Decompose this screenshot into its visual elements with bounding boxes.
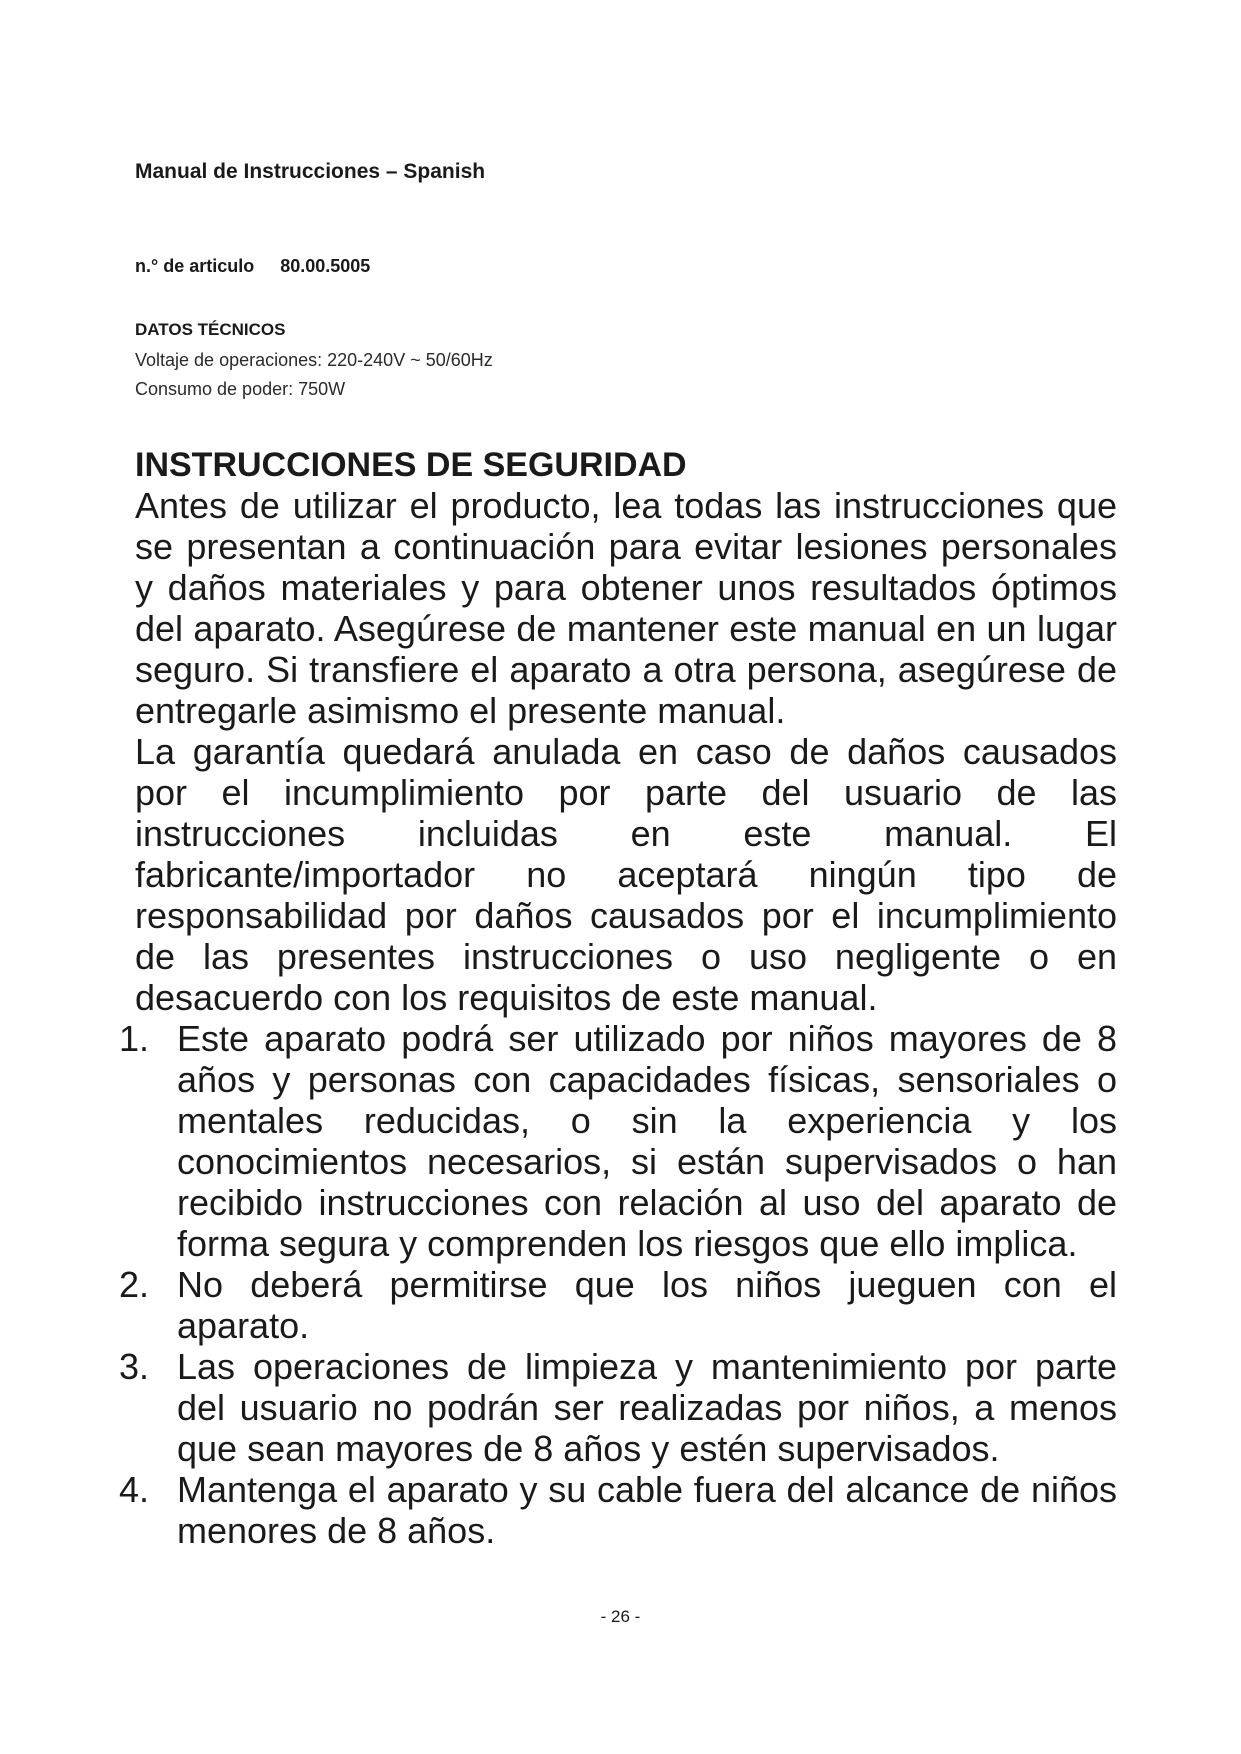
article-number: 80.00.5005 [280,256,371,276]
list-item-text: Mantenga el aparato y su cable fuera del alcance de niños menores de 8 años. [177,1469,1117,1551]
page-number: - 26 - [600,1607,641,1626]
voltage-spec: Voltaje de operaciones: 220-240V ~ 50/60Hz [135,350,493,370]
list-item-number: 3. [119,1346,150,1387]
warranty-paragraph: La garantía quedará anulada en caso de daños causados por el incumplimiento por parte del usuario de las instrucciones incluidas en este manual. El fabricante/importador no aceptará ningún tipo de responsabilidad por daños causados por el incumplimiento de las presentes instrucciones o uso negligente o en desacuerdo con los requisitos de este manual. [135,731,1117,1018]
safety-list [119,1018,1117,1551]
safety-section [119,445,1117,1551]
list-item [119,1018,1117,1264]
list-item-number: 1. [119,1018,150,1059]
list-item-text: Las operaciones de limpieza y mantenimiento por parte del usuario no podrán ser realizadas por niños, a menos que sean mayores de 8 años y estén supervisados. [177,1346,1117,1469]
list-item [119,1264,1117,1346]
list-item-number: 4. [119,1469,150,1510]
technical-data [135,318,493,404]
power-spec: Consumo de poder: 750W [135,379,346,399]
list-item-text: No deberá permitirse que los niños jueguen con el aparato. [177,1264,1117,1346]
article-line [135,256,370,277]
technical-data-heading: DATOS TÉCNICOS [135,320,286,339]
intro-paragraph: Antes de utilizar el producto, lea todas las instrucciones que se presentan a continuación para evitar lesiones personales y daños materiales y para obtener unos resultados óptimos del aparato. Asegúrese de mantener este manual en un lugar seguro. Si transfiere el aparato a otra persona, asegúrese de entregarle asimismo el presente manual. [135,485,1117,731]
list-item-text: Este aparato podrá ser utilizado por niños mayores de 8 años y personas con capacidades físicas, sensoriales o mentales reducidas, o sin la experiencia y los conocimientos necesarios, si están supervisados o han recibido instrucciones con relación al uso del aparato de forma segura y comprenden los riesgos que ello implica. [177,1018,1117,1264]
safety-heading: INSTRUCCIONES DE SEGURIDAD [135,446,687,484]
manual-title: Manual de Instrucciones – Spanish [135,160,486,183]
list-item [119,1469,1117,1551]
list-item-number: 2. [119,1264,150,1305]
article-label: n.° de articulo [135,256,255,276]
list-item [119,1346,1117,1469]
